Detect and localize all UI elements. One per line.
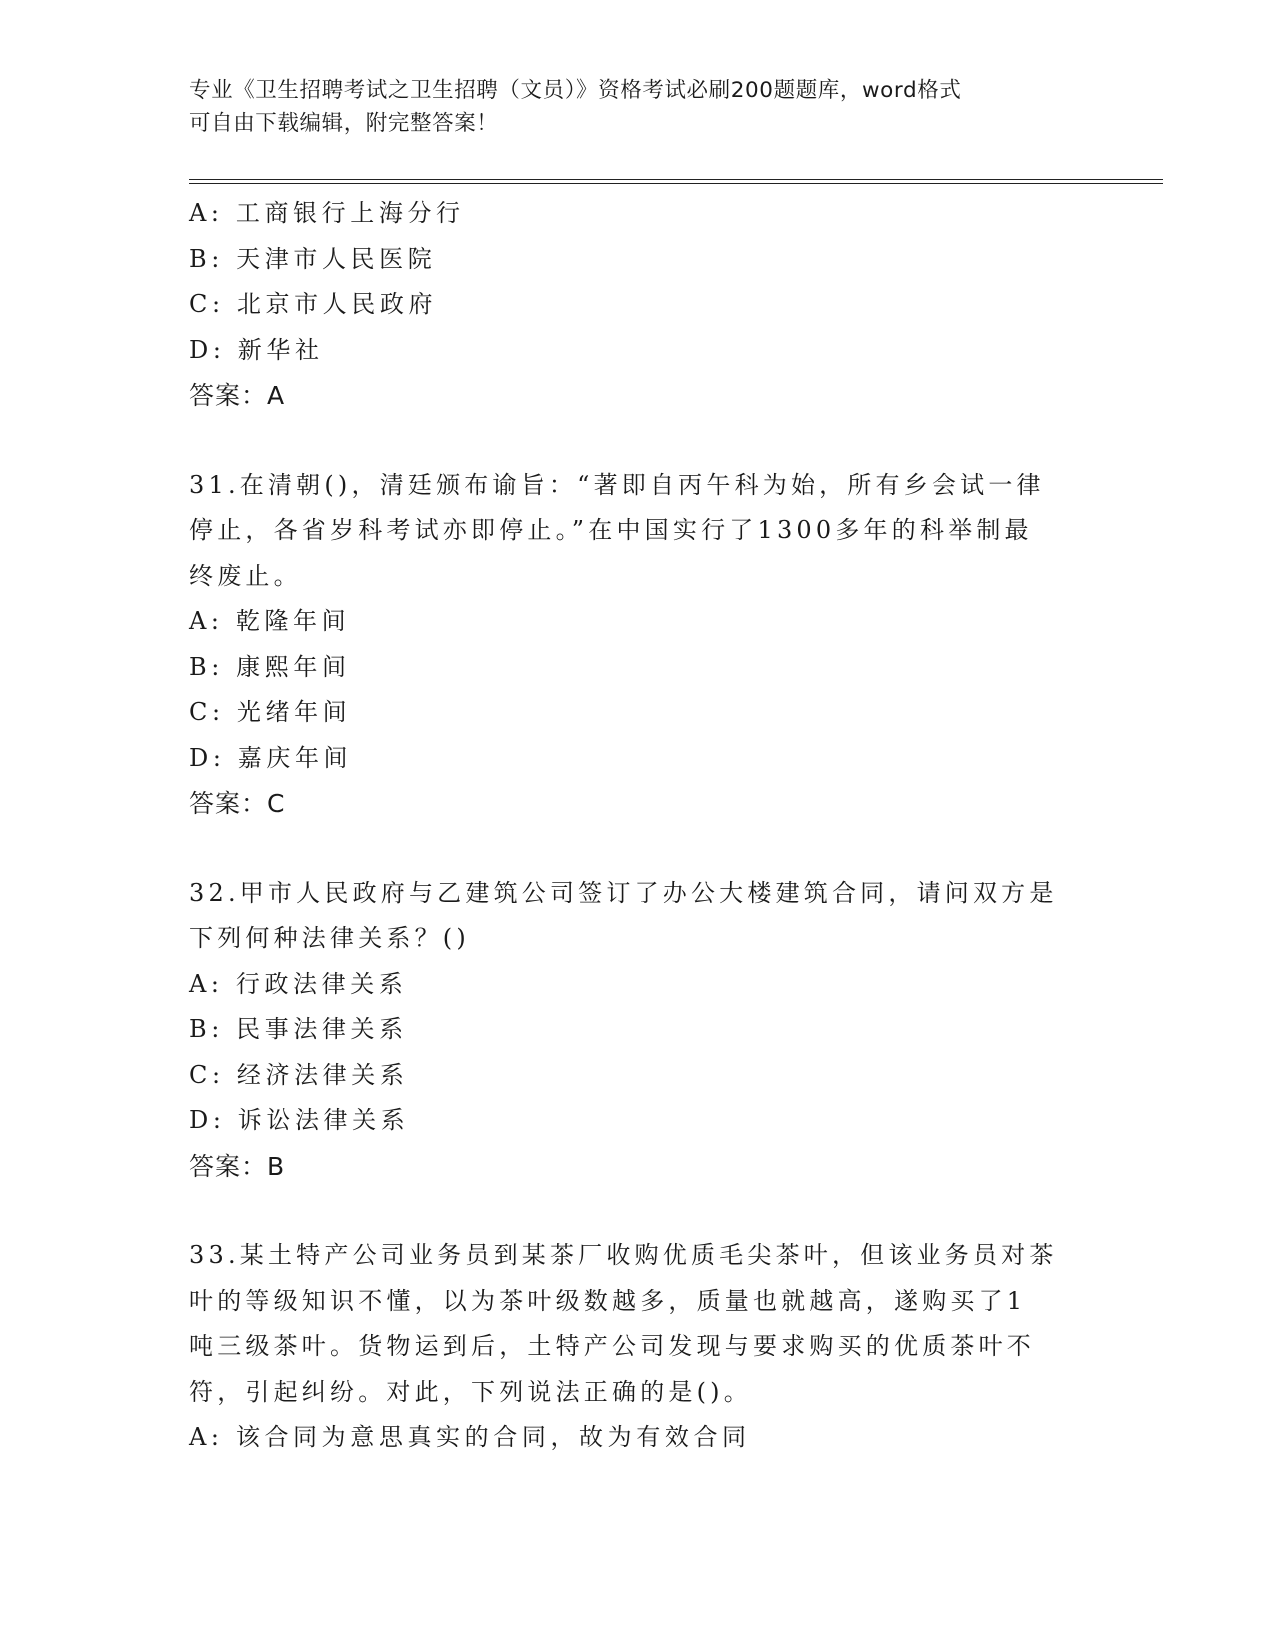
- answer-line: 答案：A: [189, 381, 286, 410]
- question-text-line: 叶的等级知识不懂，以为茶叶级数越多，质量也就越高，遂购买了1: [189, 1286, 1027, 1315]
- option-b: B: 民事法律关系: [189, 1015, 408, 1043]
- question-31: [189, 463, 1089, 827]
- option-c: C: 光绪年间: [189, 698, 352, 726]
- header-line-2: 可自由下载编辑，附完整答案！: [189, 111, 499, 136]
- option-a: A: 乾隆年间: [189, 607, 351, 635]
- option-a: A: 该合同为意思真实的合同，故为有效合同: [189, 1423, 751, 1451]
- question-text-line: 33.某土特产公司业务员到某茶厂收购优质毛尖茶叶，但该业务员对茶: [189, 1241, 1058, 1269]
- option-b: B: 康熙年间: [189, 652, 351, 681]
- option-d: D: 嘉庆年间: [189, 743, 353, 772]
- option-c: C: 经济法律关系: [189, 1060, 409, 1089]
- question-text-line: 31.在清朝()，清廷颁布谕旨：“著即自丙午科为始，所有乡会试一律: [189, 470, 1045, 499]
- question-30: [189, 191, 1089, 419]
- header-rule-bottom: [189, 183, 1163, 184]
- answer-line: 答案：B: [189, 1151, 286, 1181]
- option-c: C: 北京市人民政府: [189, 290, 438, 318]
- option-d: D: 诉讼法律关系: [189, 1106, 410, 1134]
- question-text-line: 停止，各省岁科考试亦即停止。”在中国实行了1300多年的科举制最: [189, 516, 1033, 544]
- question-33: [189, 1233, 1089, 1461]
- question-text-line: 终废止。: [189, 561, 302, 590]
- header-rule-top: [189, 179, 1163, 180]
- option-a: A: 行政法律关系: [189, 969, 408, 998]
- document-header: [189, 74, 1069, 140]
- option-b: B: 天津市人民医院: [189, 244, 437, 273]
- header-line-1: 专业《卫生招聘考试之卫生招聘（文员）》资格考试必刷200题题库，word格式: [189, 78, 962, 103]
- option-d: D: 新华社: [189, 335, 324, 364]
- question-text-line: 吨三级茶叶。货物运到后，土特产公司发现与要求购买的优质茶叶不: [189, 1332, 1035, 1360]
- question-text-line: 符，引起纠纷。对此，下列说法正确的是()。: [189, 1377, 752, 1406]
- question-32: [189, 871, 1089, 1190]
- answer-line: 答案：C: [189, 789, 286, 818]
- question-text-line: 32.甲市人民政府与乙建筑公司签订了办公大楼建筑合同，请问双方是: [189, 878, 1058, 907]
- option-a: A: 工商银行上海分行: [189, 199, 465, 227]
- question-content: [189, 191, 1089, 1461]
- question-text-line: 下列何种法律关系？(): [189, 924, 470, 952]
